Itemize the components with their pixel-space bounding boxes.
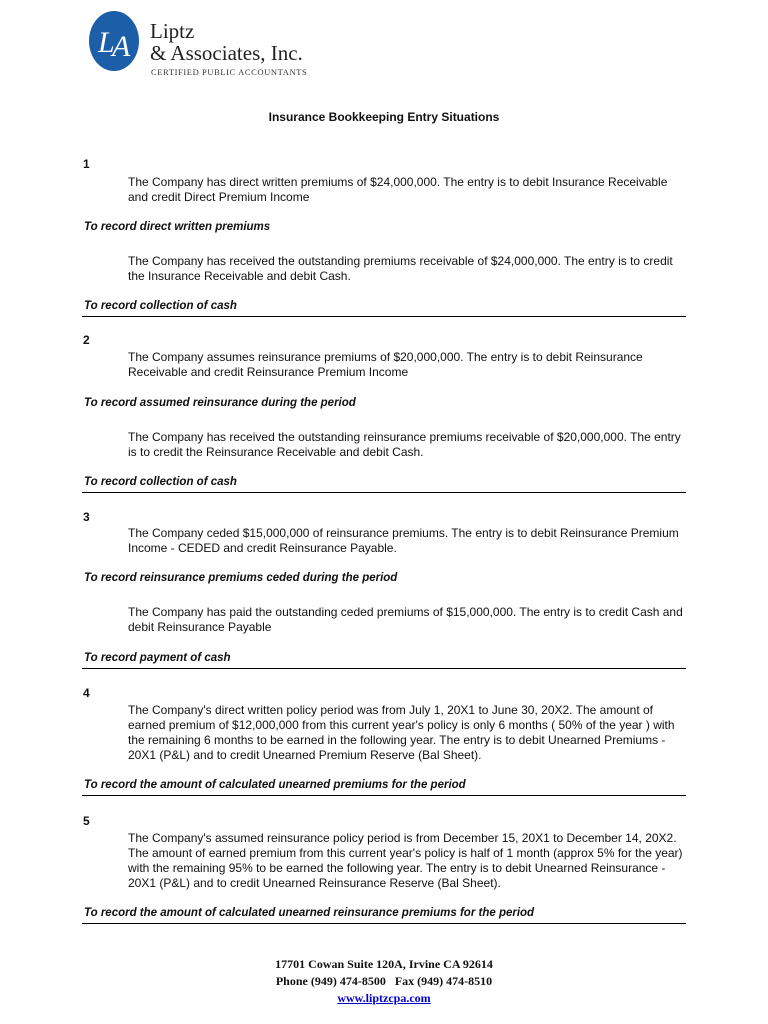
company-tagline: CERTIFIED PUBLIC ACCOUNTANTS bbox=[151, 67, 308, 77]
entry-caption: To record payment of cash bbox=[84, 652, 231, 664]
section-number: 5 bbox=[83, 814, 90, 828]
section-number: 1 bbox=[83, 157, 90, 171]
entry-caption: To record collection of cash bbox=[84, 476, 237, 488]
company-name-line1: Liptz bbox=[150, 19, 195, 43]
entry-description: The Company assumes reinsurance premiums of $20,000,000. The entry is to debit Reinsurance Receivable and credit Reinsurance Premium Income bbox=[128, 350, 643, 379]
entry-description: The Company has received the outstanding premiums receivable of $24,000,000. The entry is to credit the Insurance Receivable and debit Cash. bbox=[128, 254, 673, 283]
liptz-logo-icon bbox=[88, 10, 140, 72]
website-link[interactable]: www.liptzcpa.com bbox=[337, 991, 431, 1005]
footer-phone-fax: Phone (949) 474-8500 Fax (949) 474-8510 bbox=[275, 974, 493, 988]
entry-description: The Company has direct written premiums of $24,000,000. The entry is to debit Insurance Receivable and credit Direct Premium Income bbox=[128, 175, 668, 204]
section-number: 4 bbox=[83, 686, 90, 700]
section-divider bbox=[82, 316, 686, 317]
footer-website-line bbox=[0, 991, 768, 1006]
company-logo bbox=[88, 10, 318, 80]
section-divider bbox=[82, 923, 686, 924]
section-number: 3 bbox=[83, 510, 90, 524]
company-name-line2: & Associates, Inc. bbox=[150, 41, 303, 65]
section-divider bbox=[82, 795, 686, 796]
section-divider bbox=[82, 492, 686, 493]
entry-caption: To record the amount of calculated unearned premiums for the period bbox=[84, 779, 466, 791]
entry-description: The Company has paid the outstanding ceded premiums of $15,000,000. The entry is to credit Cash and debit Reinsurance Payable bbox=[128, 605, 683, 634]
section-divider bbox=[82, 668, 686, 669]
entry-caption: To record direct written premiums bbox=[84, 221, 271, 233]
entry-description: The Company ceded $15,000,000 of reinsurance premiums. The entry is to debit Reinsurance Premium Income - CEDED and credit Reinsurance Payable. bbox=[128, 526, 679, 555]
entry-description: The Company's assumed reinsurance policy period is from December 15, 20X1 to December 14, 20X2. The amount of earned premium from this current year's policy is half of 1 month (approx 5% for the year) with the remaining 95% to be earned the following year. The entry is to debit Unearned Reinsurance - 20X1 (P&L) and to credit Unearned Reinsurance Reserve (Bal Sheet). bbox=[128, 831, 683, 890]
footer-address: 17701 Cowan Suite 120A, Irvine CA 92614 bbox=[275, 957, 493, 971]
svg-text:A: A bbox=[112, 30, 131, 63]
section-number: 2 bbox=[83, 333, 90, 347]
document-title: Insurance Bookkeeping Entry Situations bbox=[268, 110, 500, 124]
entry-caption: To record collection of cash bbox=[84, 300, 237, 312]
entry-caption: To record reinsurance premiums ceded during the period bbox=[84, 572, 398, 584]
entry-caption: To record the amount of calculated unearned reinsurance premiums for the period bbox=[84, 907, 535, 919]
entry-description: The Company's direct written policy period was from July 1, 20X1 to June 30, 20X2. The amount of earned premium of $12,000,000 from this current year's policy is only 6 months ( 50% of the year ) with the remaining 6 months to be earned in the following year. The entry is to debit Unearned Premiums - 20X1 (P&L) and to credit Unearned Premium Reserve (Bal Sheet). bbox=[128, 703, 675, 762]
svg-text:L: L bbox=[98, 26, 115, 59]
entry-caption: To record assumed reinsurance during the period bbox=[84, 397, 356, 409]
entry-description: The Company has received the outstanding reinsurance premiums receivable of $20,000,000. The entry is to credit the Reinsurance Receivable and debit Cash. bbox=[128, 430, 681, 459]
